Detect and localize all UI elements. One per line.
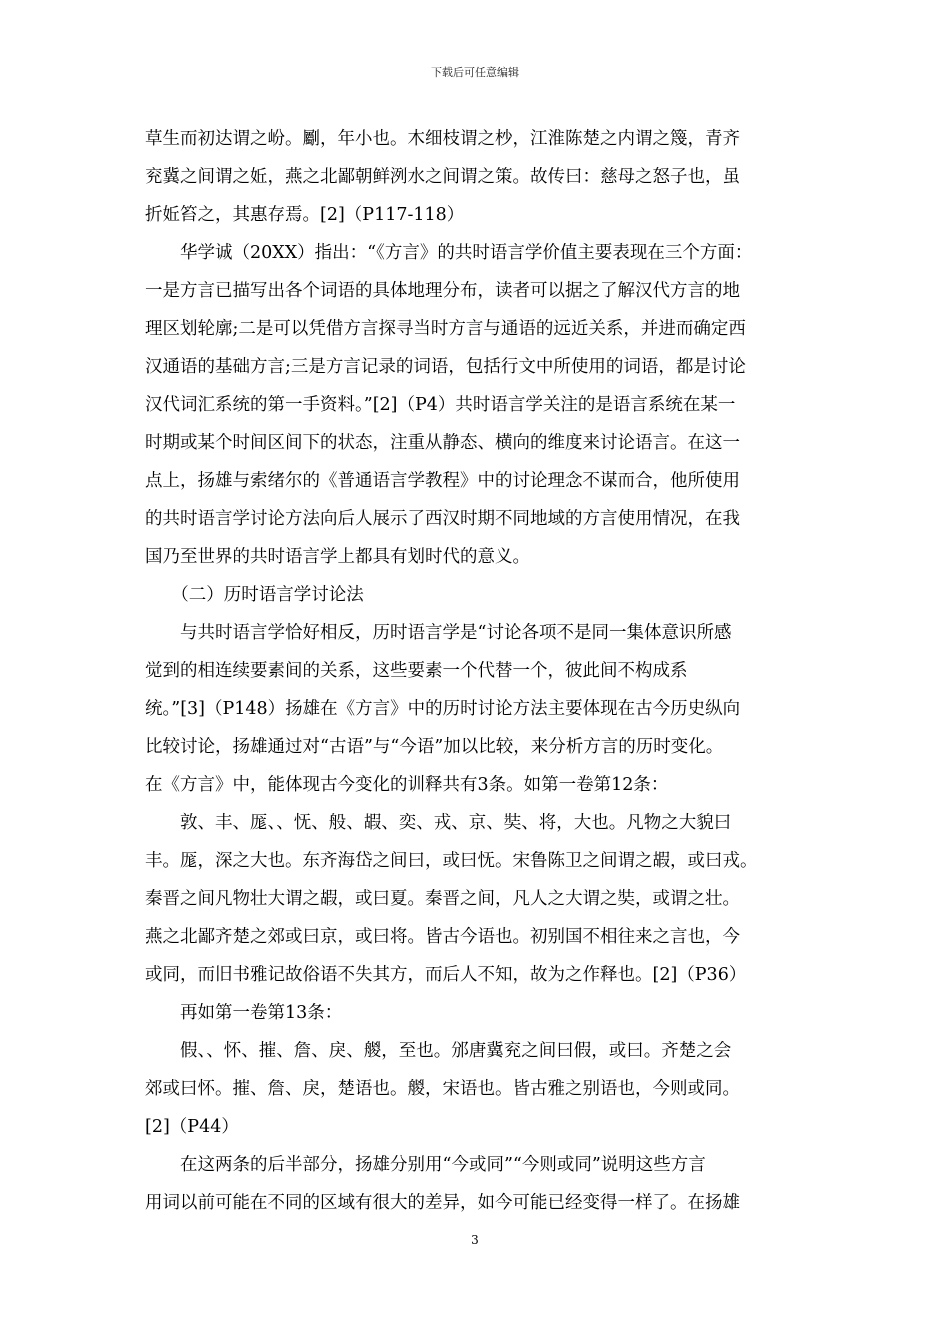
text-line: 或同，而旧书雅记故俗语不失其方，而后人不知，故为之作释也。[2]（P36） bbox=[145, 965, 747, 985]
text-line: 统。”[3]（P148）扬雄在《方言》中的历时讨论方法主要体现在古今历史纵向 bbox=[145, 699, 741, 719]
text-line: 汉代词汇系统的第一手资料。”[2]（P4）共时语言学关注的是语言系统在某一 bbox=[145, 395, 736, 415]
section-heading: （二）历时语言学讨论法 bbox=[145, 585, 364, 605]
text-line: 假、、怀、摧、詹、戾、艐，至也。邠唐冀兖之间曰假，或曰。齐楚之会 bbox=[145, 1041, 732, 1061]
text-line: 兖冀之间谓之㚱，燕之北鄙朝鲜洌水之间谓之策。故传曰：慈母之怒子也，虽 bbox=[145, 167, 740, 187]
text-line: 郊或曰怀。摧、詹、戾，楚语也。艐，宋语也。皆古雅之别语也，今则或同。 bbox=[145, 1079, 740, 1099]
text-line: 点上，扬雄与索绪尔的《普通语言学教程》中的讨论理念不谋而合，他所使用 bbox=[145, 471, 740, 491]
text-line: 丰。厖，深之大也。东齐海岱之间曰，或曰怃。宋鲁陈卫之间谓之嘏，或曰戎。 bbox=[145, 851, 758, 871]
body-text bbox=[145, 120, 805, 1222]
text-line: 再如第一卷第13条： bbox=[145, 1003, 343, 1023]
text-line: 理区划轮廓;二是可以凭借方言探寻当时方言与通语的远近关系，并进而确定西 bbox=[145, 319, 746, 339]
text-line: 折㚱笞之，其惠存焉。[2]（P117-118） bbox=[145, 205, 465, 225]
page-header: 下载后可任意编辑 bbox=[431, 66, 519, 79]
text-line: 燕之北鄙齐楚之郊或曰京，或曰将。皆古今语也。初别国不相往来之言也，今 bbox=[145, 927, 740, 947]
text-line: 比较讨论，扬雄通过对“古语”与“今语”加以比较，来分析方言的历时变化。 bbox=[145, 737, 724, 757]
text-line: [2]（P44） bbox=[145, 1117, 239, 1137]
text-line: 时期或某个时间区间下的状态，注重从静态、横向的维度来讨论语言。在这一 bbox=[145, 433, 740, 453]
text-line: 的共时语言学讨论方法向后人展示了西汉时期不同地域的方言使用情况，在我 bbox=[145, 509, 740, 529]
text-line: 一是方言已描写出各个词语的具体地理分布，读者可以据之了解汉代方言的地 bbox=[145, 281, 740, 301]
text-line: 用词以前可能在不同的区域有很大的差异，如今可能已经变得一样了。在扬雄 bbox=[145, 1193, 740, 1213]
text-line: 草生而初达谓之岎。劚，年小也。木细枝谓之杪，江淮陈楚之内谓之篾，青齐 bbox=[145, 129, 740, 149]
text-line: 汉通语的基础方言;三是方言记录的词语，包括行文中所使用的词语，都是讨论 bbox=[145, 357, 746, 377]
text-line: 华学诚（20XX）指出：“《方言》的共时语言学价值主要表现在三个方面： bbox=[145, 243, 753, 263]
text-line: 与共时语言学恰好相反，历时语言学是“讨论各项不是同一集体意识所感 bbox=[145, 623, 732, 643]
page-number: 3 bbox=[471, 1233, 479, 1247]
text-line: 秦晋之间凡物壮大谓之嘏，或曰夏。秦晋之间，凡人之大谓之奘，或谓之壮。 bbox=[145, 889, 740, 909]
text-line: 国乃至世界的共时语言学上都具有划时代的意义。 bbox=[145, 547, 530, 567]
text-line: 在这两条的后半部分，扬雄分别用“今或同”“今则或同”说明这些方言 bbox=[145, 1155, 706, 1175]
text-line: 在《方言》中，能体现古今变化的训释共有3条。如第一卷第12条： bbox=[145, 775, 669, 795]
text-line: 觉到的相连续要素间的关系，这些要素一个代替一个，彼此间不构成系 bbox=[145, 661, 688, 681]
text-line: 敦、丰、厖、、怃、般、嘏、奕、戎、京、奘、将，大也。凡物之大貌曰 bbox=[145, 813, 732, 833]
